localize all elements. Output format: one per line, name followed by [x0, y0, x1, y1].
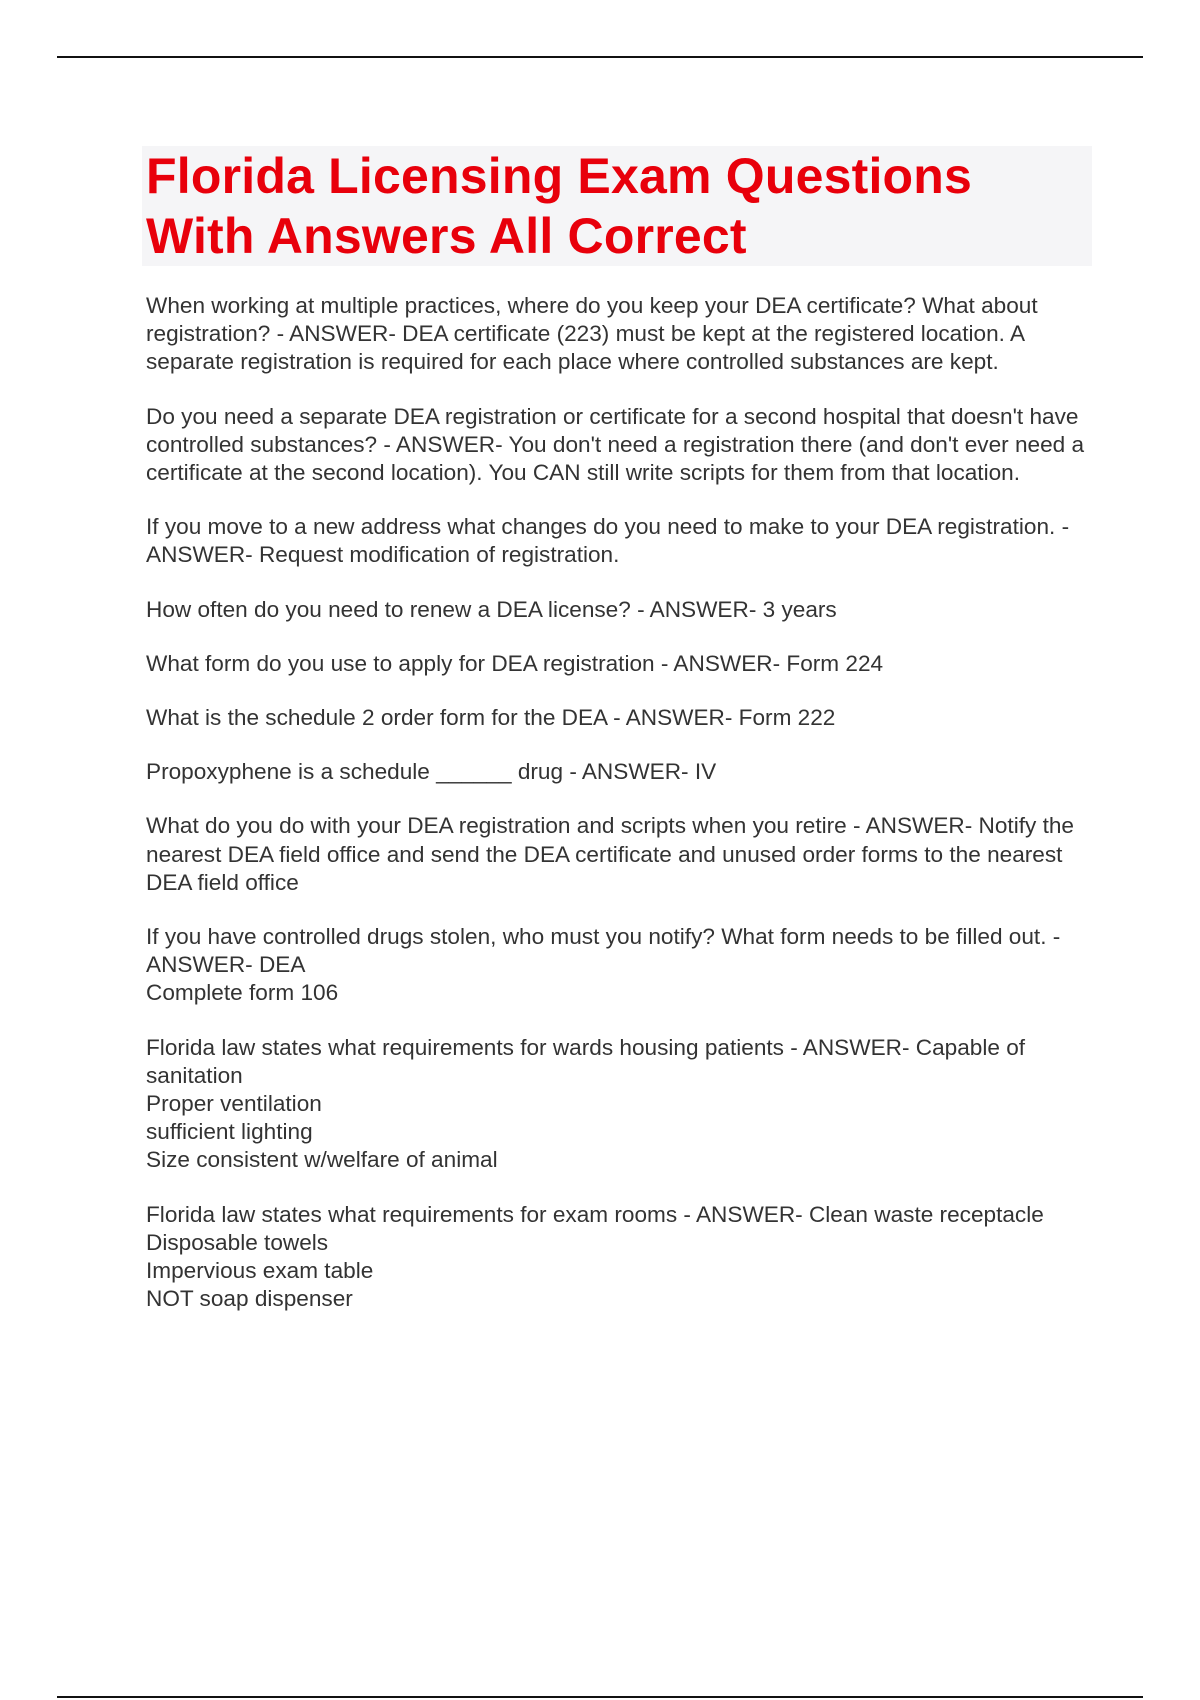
title-banner	[142, 146, 1092, 266]
qa-text-continued: Size consistent w/welfare of animal	[146, 1147, 498, 1173]
qa-item	[146, 812, 1096, 897]
qa-text: Propoxyphene is a schedule ______ drug - ANSWER- IV	[146, 759, 717, 785]
qa-text-continued: Disposable towels	[146, 1229, 329, 1255]
qa-text: If you have controlled drugs stolen, who must you notify? What form needs to be filled out. - ANSWER- DEA	[146, 924, 1061, 978]
qa-text: What form do you use to apply for DEA registration - ANSWER- Form 224	[146, 650, 884, 676]
qa-item	[146, 1034, 1096, 1175]
qa-text-continued: sufficient lighting	[146, 1119, 313, 1145]
document-title	[142, 146, 1092, 266]
qa-item	[146, 704, 1096, 732]
qa-text: Florida law states what requirements for wards housing patients - ANSWER- Capable of sanitation	[146, 1034, 1026, 1088]
title-line-1: Florida Licensing Exam Questions	[146, 148, 973, 204]
qa-text-continued: NOT soap dispenser	[146, 1286, 353, 1312]
qa-text: Do you need a separate DEA registration or certificate for a second hospital that doesn't have controlled substances? - ANSWER- You don't need a registration there (and don't ever need a certificate at the second location). You CAN still write scripts for them from that location.	[146, 403, 1085, 486]
qa-text-continued: Complete form 106	[146, 980, 339, 1006]
qa-text: What is the schedule 2 order form for the DEA - ANSWER- Form 222	[146, 705, 836, 731]
qa-item	[146, 923, 1096, 1008]
qa-list	[146, 292, 1096, 1339]
qa-text-continued: Proper ventilation	[146, 1091, 322, 1117]
bottom-rule	[57, 1696, 1143, 1698]
qa-item	[146, 650, 1096, 678]
qa-item	[146, 513, 1096, 569]
qa-text: When working at multiple practices, where do you keep your DEA certificate? What about registration? - ANSWER- DEA certificate (223) must be kept at the registered location. A separate registration is required for each place where controlled substances are kept.	[146, 293, 1038, 375]
qa-item	[146, 403, 1096, 488]
top-rule	[57, 56, 1143, 58]
qa-text: If you move to a new address what changes do you need to make to your DEA registration. - ANSWER- Request modification of registration.	[146, 514, 1070, 568]
qa-text: Florida law states what requirements for exam rooms - ANSWER- Clean waste receptacle	[146, 1201, 1044, 1227]
qa-item	[146, 758, 1096, 786]
qa-text: How often do you need to renew a DEA license? - ANSWER- 3 years	[146, 596, 837, 622]
qa-text-continued: Impervious exam table	[146, 1258, 374, 1284]
qa-item	[146, 1201, 1096, 1314]
qa-item	[146, 292, 1096, 377]
title-line-2: With Answers All Correct	[146, 208, 747, 264]
qa-item	[146, 596, 1096, 624]
qa-text: What do you do with your DEA registration and scripts when you retire - ANSWER- Notify the nearest DEA field office and send the DEA certificate and unused order forms to the nearest DEA field office	[146, 813, 1074, 895]
